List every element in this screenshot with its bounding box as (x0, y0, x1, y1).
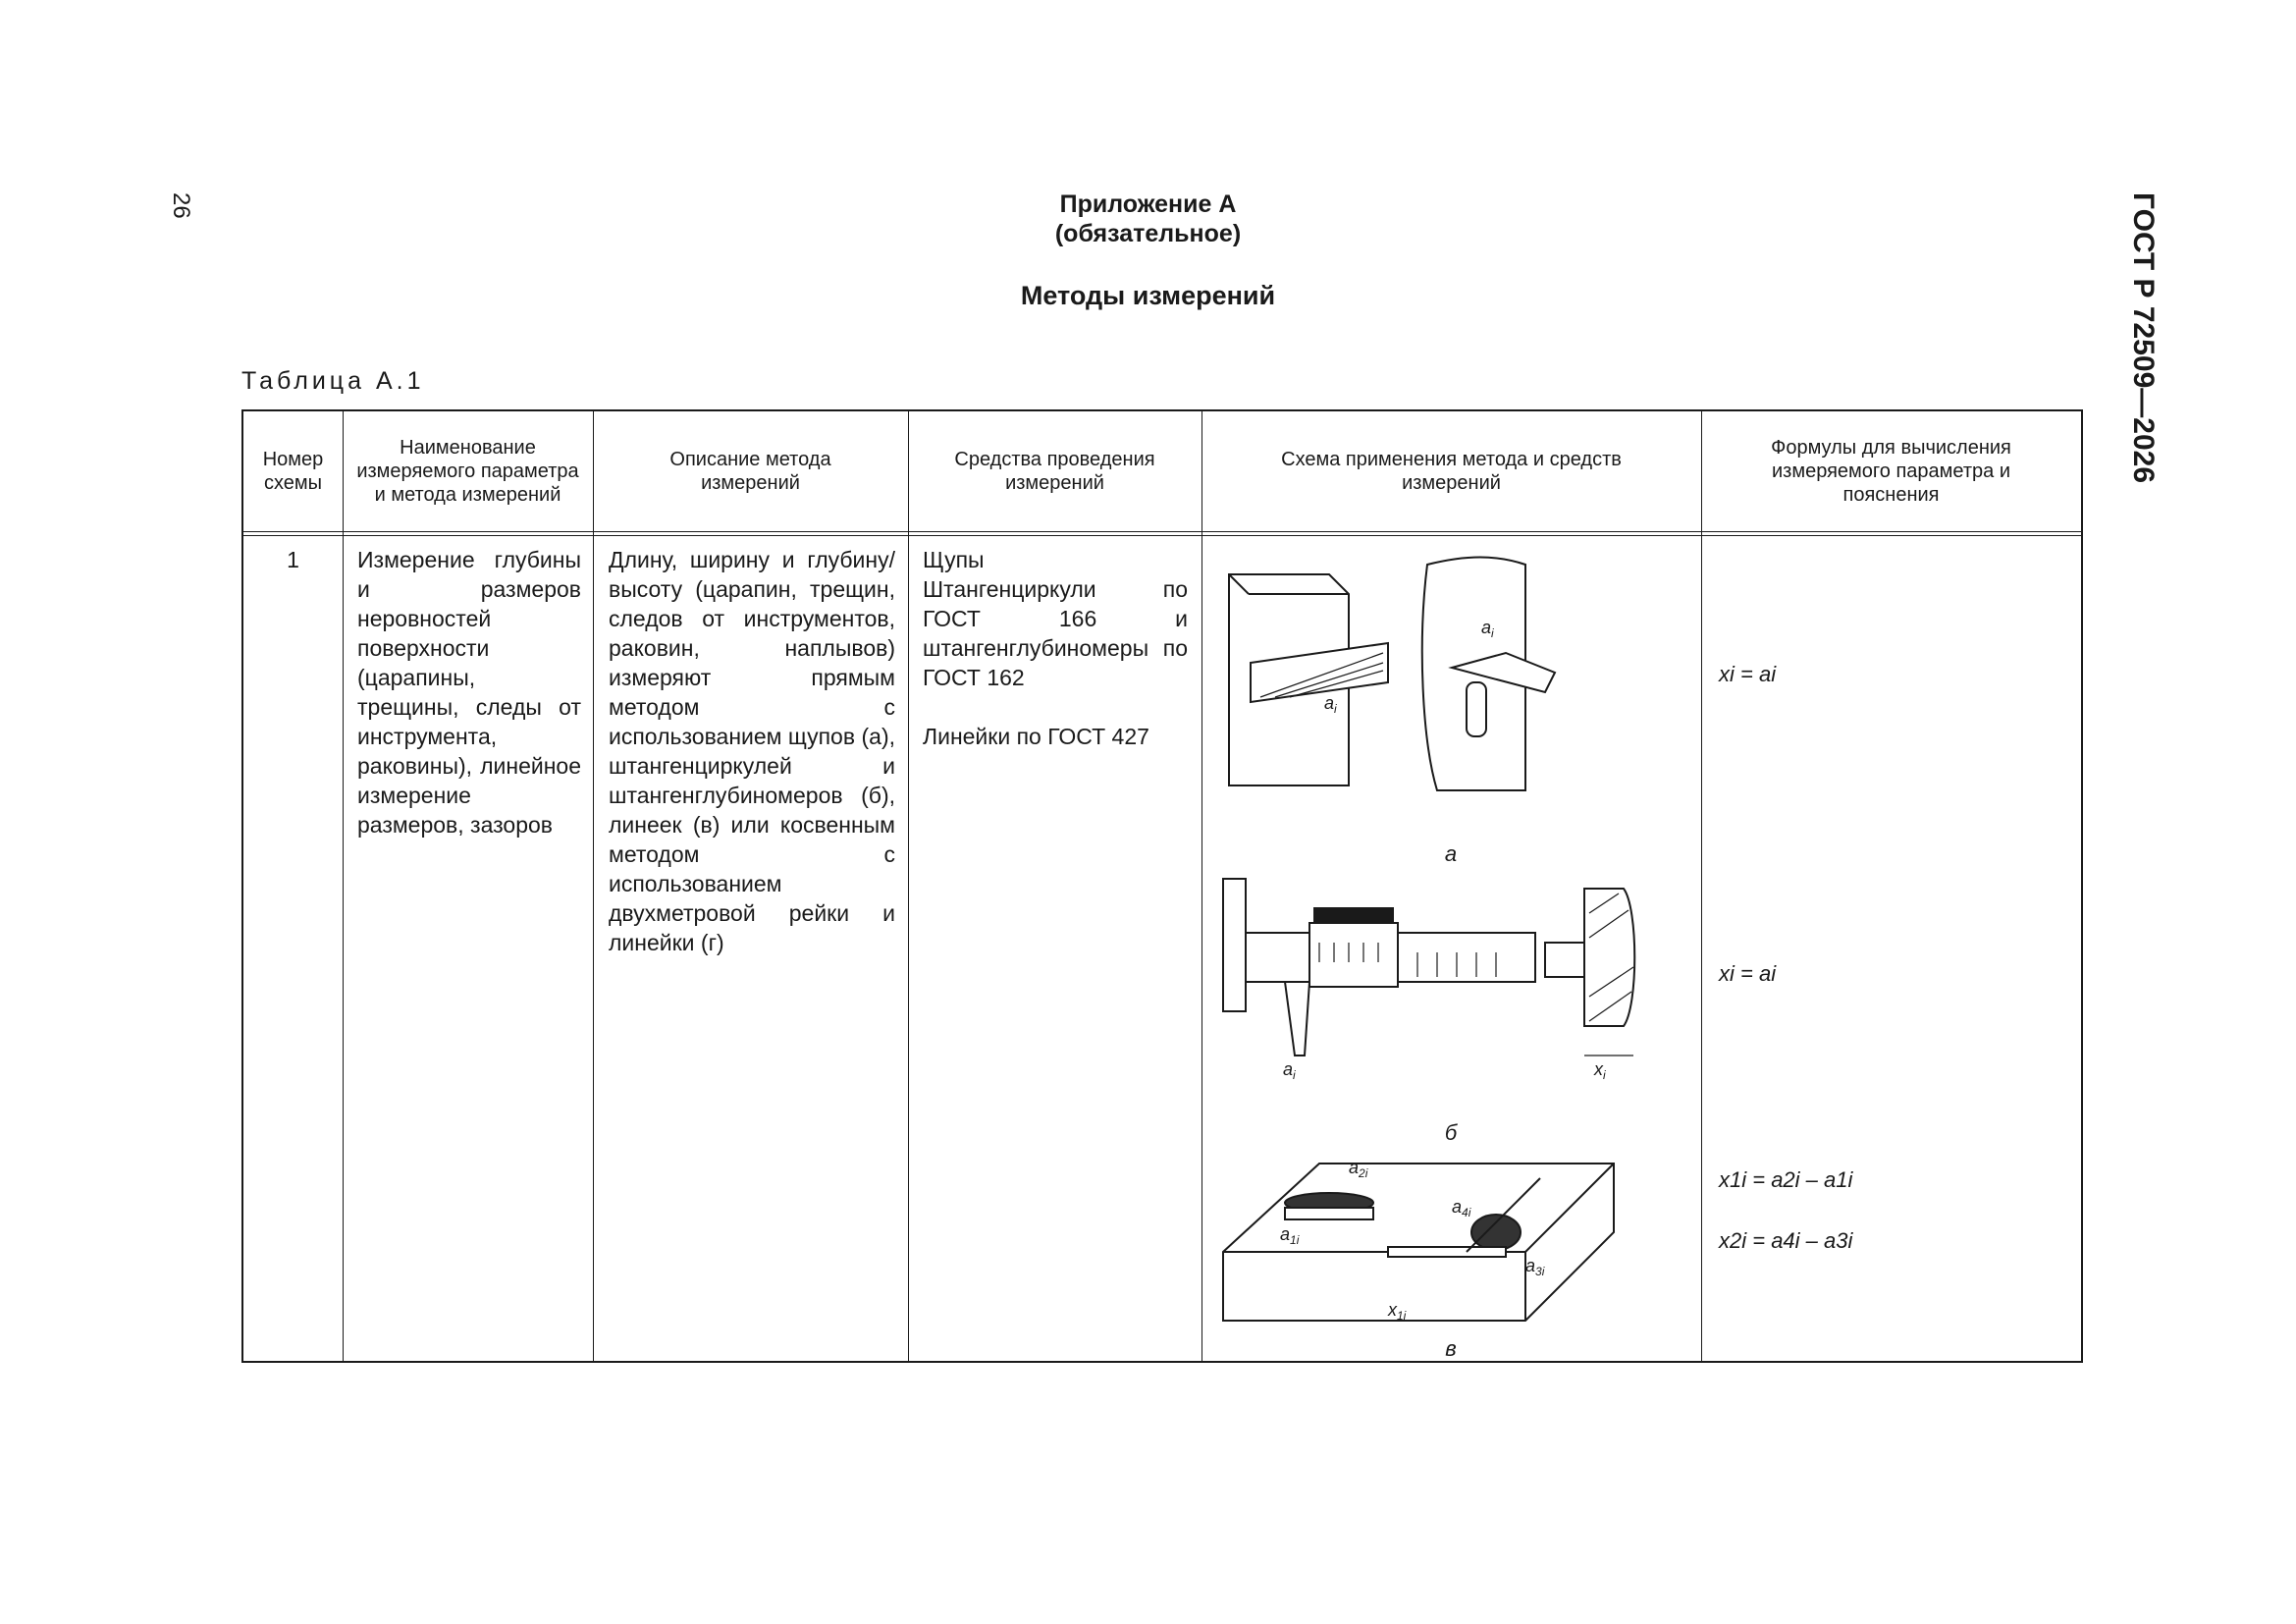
tool-item: Линейки по ГОСТ 427 (923, 724, 1149, 749)
header-tools: Средства проведения измерений (954, 449, 1155, 494)
appendix-title: Приложение А (1059, 190, 1237, 218)
tool-item: Щупы (923, 547, 985, 572)
diagram-caption-b: б (1444, 1120, 1458, 1145)
description-cell: Длину, ширину и глубину/высоту (царапин, трещин, следов от инструментов, раковин, наплывов) измеряют прямым методом с использованием щупов (а), штангенциркулей и штангенглубиномеров (б), линеек (в) или косвенным методом с использованием двухметровой рейки и линейки (г) (609, 547, 895, 955)
label-a2i: $a_{2i}$ (1349, 1158, 1368, 1180)
formula-v2: x2i = a4i – a3i (1719, 1228, 1853, 1253)
header-parameter: Наименование измеряемого параметра и метода измерений (356, 437, 579, 506)
label-ai: $a_i$ (1283, 1059, 1296, 1082)
appendix-status: (обязательное) (1054, 220, 1242, 247)
appendix-heading (0, 189, 2296, 248)
section-title: Методы измерений (1020, 281, 1276, 310)
tools-cell (923, 545, 1188, 751)
label-x1i: $x_{1i}$ (1388, 1300, 1407, 1323)
label-xi: $x_i$ (1594, 1059, 1606, 1082)
label-ai: $a_i$ (1481, 618, 1494, 640)
diagram-caption-a: а (1444, 841, 1458, 866)
caliper-diagram (1223, 879, 1634, 1082)
header-divider (243, 531, 2081, 532)
scheme-number: 1 (287, 547, 299, 572)
table-label: Таблица А.1 (241, 367, 425, 395)
column-divider (593, 411, 594, 1361)
ruler-diagram (1223, 1158, 1614, 1323)
parameter-cell: Измерение глубины и размеров неровностей поверхности (царапины, трещины, следы от инструмента, раковины), линейное измерение размеров, зазоров (357, 547, 581, 838)
header-scheme-number: Номер схемы (262, 449, 324, 494)
column-divider (1701, 411, 1702, 1361)
tool-item: Штангенциркули по ГОСТ 166 и штангенглубиномеры по ГОСТ 162 (923, 576, 1188, 690)
formula-a: xi = ai (1719, 662, 1777, 686)
formula-b: xi = ai (1719, 961, 1777, 986)
header-divider (243, 535, 2081, 536)
measurement-methods-table (241, 409, 2083, 1363)
header-description: Описание метода измерений (669, 449, 831, 494)
feeler-gauge-diagram (1229, 558, 1555, 791)
header-scheme: Схема применения метода и средств измерений (1281, 449, 1622, 494)
column-divider (343, 411, 344, 1361)
page-number: 26 (168, 192, 194, 219)
label-a1i: $a_{1i}$ (1280, 1224, 1300, 1247)
document-code: ГОСТ Р 72509—2026 (2127, 192, 2160, 484)
label-a4i: $a_{4i}$ (1452, 1197, 1471, 1219)
label-a3i: $a_{3i}$ (1525, 1256, 1545, 1278)
formula-v1: x1i = a2i – a1i (1719, 1167, 1853, 1192)
diagram-caption-v: в (1445, 1336, 1457, 1360)
label-ai: $a_i$ (1324, 693, 1337, 716)
column-divider (908, 411, 909, 1361)
header-formulas: Формулы для вычисления измеряемого параметра и пояснения (1771, 437, 2011, 506)
scheme-diagrams (1201, 545, 1701, 1360)
